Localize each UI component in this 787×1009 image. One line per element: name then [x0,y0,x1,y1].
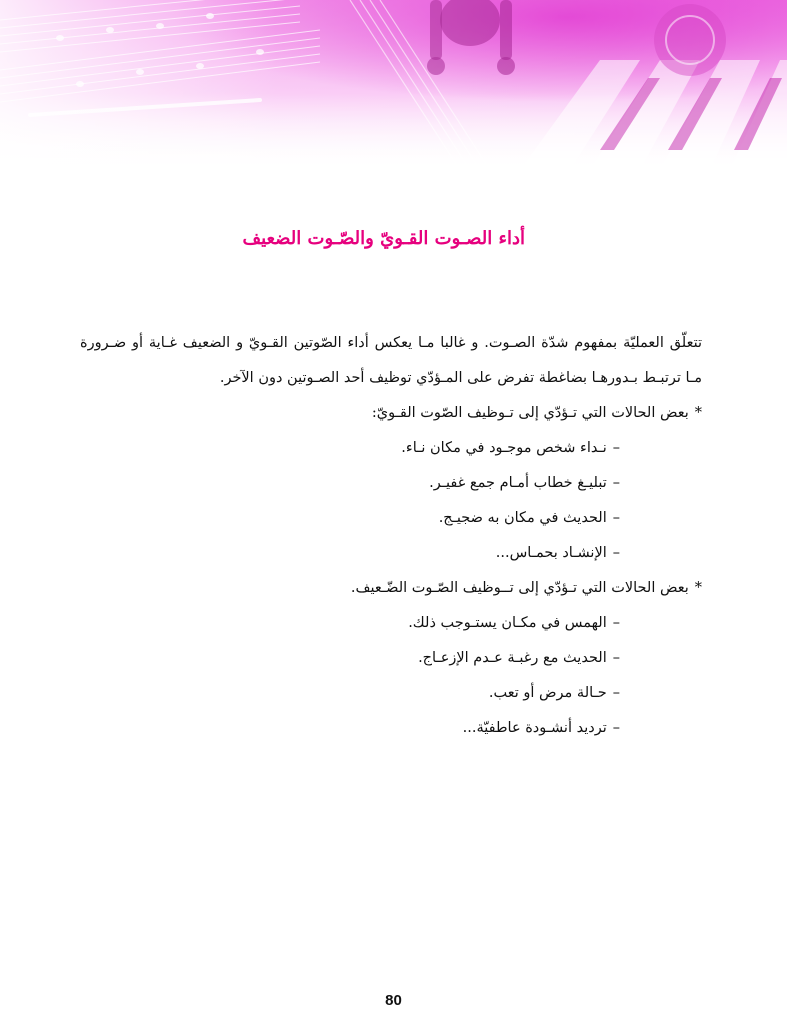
list-item: –الإنشـاد بحمـاس... [80,536,620,571]
list-item: –الحديث في مكان به ضجيـج. [80,501,620,536]
header-music-artwork [0,0,787,170]
dash-marker: – [612,650,620,666]
dash-marker: – [612,720,620,736]
intro-paragraph [80,326,702,396]
star-marker: * [694,580,702,596]
list-item: –ترديد أنشـودة عاطفيّة... [80,711,620,746]
intro-line-2: بـدورهـا بضاغطة تفرض على المـؤدّي توظيف أحد الصـوتين دون الآخر. [219,370,638,386]
dash-marker: – [612,475,620,491]
weak-voice-list [80,606,702,746]
dash-marker: – [612,545,620,561]
strong-voice-list [80,431,702,571]
page-number: 80 [385,992,402,1009]
dash-marker: – [612,510,620,526]
weak-voice-heading-text: بعض الحالات التي تـؤدّي إلى تــوظيف الصّـوت الضّـعيف. [350,580,689,596]
strong-voice-heading-text: بعض الحالات التي تـؤدّي إلى تـوظيف الصّوت القـويّ: [371,405,689,421]
strong-voice-heading [80,396,702,431]
dash-marker: – [612,685,620,701]
lesson-body [80,326,702,746]
list-item: –الهمس في مكـان يستـوجب ذلك. [80,606,620,641]
dash-marker: – [612,440,620,456]
dash-marker: – [612,615,620,631]
star-marker: * [694,405,702,421]
list-item: –تبليـغ خطاب أمـام جمع غفيـر. [80,466,620,501]
intro-line-1: تتعلّق العمليّة بمفهوم شدّة الصـوت. و غالبا مـا يعكس أداء الصّوتين القـويّ و الضعيف غـاية أو ضـرورة مـا ترتبـط [80,335,702,386]
list-item: –حـالة مرض أو تعب. [80,676,620,711]
list-item: –الحديث مع رغبـة عـدم الإزعـاج. [80,641,620,676]
page-title: أداء الصـوت القـويّ والصّـوت الضعيف [242,228,525,249]
list-item: –نـداء شخص موجـود في مكان نـاء. [80,431,620,466]
weak-voice-heading [80,571,702,606]
